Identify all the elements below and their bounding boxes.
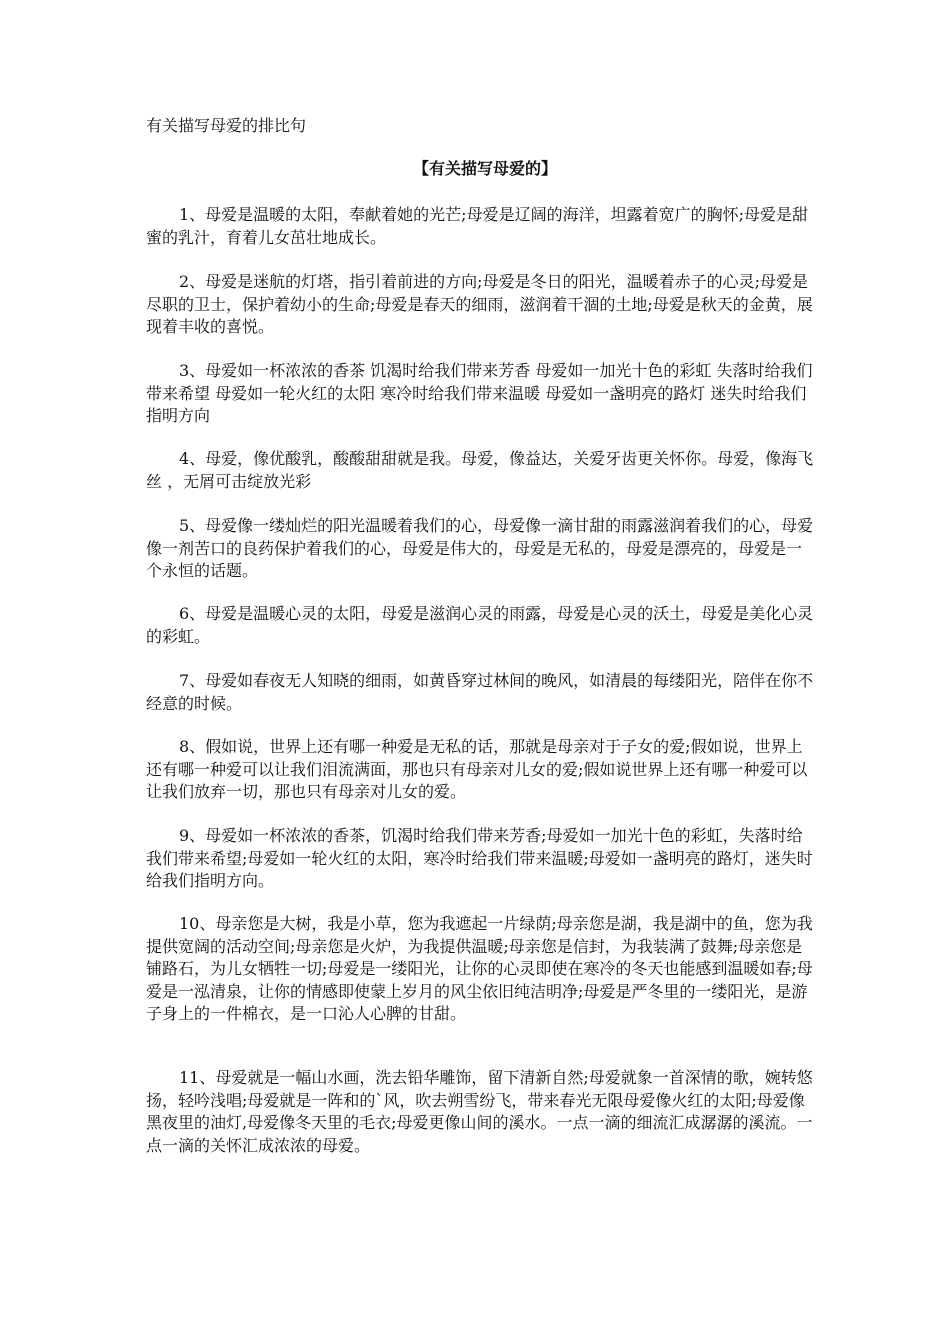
paragraph-2: 2、母爱是迷航的灯塔，指引着前进的方向;母爱是冬日的阳光，温暖着赤子的心灵;母爱是尽职的卫士，保护着幼小的生命;母爱是春天的细雨，滋润着干涸的土地;母爱是秋天的金黄，展现着丰收的喜悦。 <box>146 272 813 336</box>
paragraph-11: 11、母爱就是一幅山水画，洗去铅华雕饰，留下清新自然;母爱就象一首深情的歌，婉转悠扬，轻吟浅唱;母爱就是一阵和的`风，吹去朔雪纷飞，带来春光无限母爱像火红的太阳;母爱像黑夜里的油灯,母爱像冬天里的毛衣;母爱更像山间的溪水。一点一滴的细流汇成潺潺的溪流。一点一滴的关怀汇成浓浓的母爱。 <box>146 1068 813 1155</box>
paragraph-3: 3、母爱如一杯浓浓的香茶 饥渴时给我们带来芳香 母爱如一加光十色的彩虹 失落时给我们带来希望 母爱如一轮火红的太阳 寒冷时给我们带来温暖 母爱如一盏明亮的路灯 迷失时给我们指明方向 <box>146 361 813 425</box>
paragraph-10: 10、母亲您是大树，我是小草，您为我遮起一片绿荫;母亲您是湖，我是湖中的鱼，您为我提供宽阔的活动空间;母亲您是火炉，为我提供温暖;母亲您是信封，为我装满了鼓舞;母亲您是铺路石，为儿女牺牲一切;母爱是一缕阳光，让你的心灵即使在寒冷的冬天也能感到温暖如春;母爱是一泓清泉，让你的情感即使蒙上岁月的风尘依旧纯洁明净;母爱是严冬里的一缕阳光，是游子身上的一件棉衣，是一口沁人心脾的甘甜。 <box>146 914 813 1023</box>
paragraph-7: 7、母爱如春夜无人知晓的细雨，如黄昏穿过林间的晚风，如清晨的每缕阳光，陪伴在你不经意的时候。 <box>146 671 814 713</box>
section-heading: 【有关描写母爱的】 <box>412 159 557 178</box>
document-title: 有关描写母爱的排比句 <box>146 116 307 135</box>
paragraph-1: 1、母爱是温暖的太阳，奉献着她的光芒;母爱是辽阔的海洋，坦露着宽广的胸怀;母爱是甜蜜的乳汁，育着儿女茁壮地成长。 <box>146 205 808 247</box>
paragraph-5: 5、母爱像一缕灿烂的阳光温暖着我们的心，母爱像一滴甘甜的雨露滋润着我们的心，母爱像一剂苦口的良药保护着我们的心，母爱是伟大的，母爱是无私的，母爱是漂亮的，母爱是一个永恒的话题。 <box>146 516 814 580</box>
paragraph-9: 9、母爱如一杯浓浓的香茶，饥渴时给我们带来芳香;母爱如一加光十色的彩虹，失落时给我们带来希望;母爱如一轮火红的太阳，寒冷时给我们带来温暖;母爱如一盏明亮的路灯，迷失时给我们指明方向。 <box>146 826 813 890</box>
paragraph-4: 4、母爱，像优酸乳，酸酸甜甜就是我。母爱，像益达，关爱牙齿更关怀你。母爱，像海飞丝 ，无屑可击绽放光彩 <box>146 449 814 491</box>
paragraph-8: 8、假如说，世界上还有哪一种爱是无私的话，那就是母亲对于子女的爱;假如说，世界上还有哪一种爱可以让我们泪流满面，那也只有母亲对儿女的爱;假如说世界上还有哪一种爱可以让我们放弃一切，那也只有母亲对儿女的爱。 <box>146 737 808 801</box>
paragraph-6: 6、母爱是温暖心灵的太阳，母爱是滋润心灵的雨露，母爱是心灵的沃土，母爱是美化心灵的彩虹。 <box>146 604 814 646</box>
